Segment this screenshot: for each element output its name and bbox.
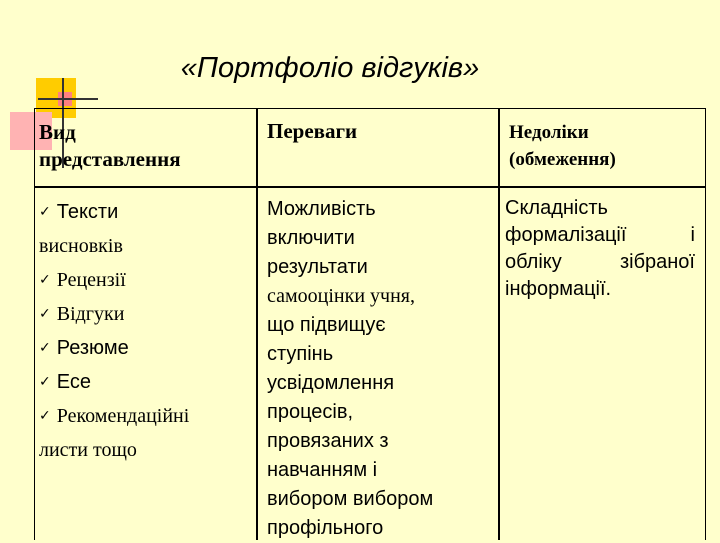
list-item-continued: висновків	[39, 234, 123, 257]
advantages-text	[267, 195, 467, 543]
comparison-table	[34, 108, 706, 540]
column-divider	[498, 109, 500, 540]
header-view-line1: Вид	[39, 120, 76, 144]
advantages-line: що підвищує	[267, 314, 386, 336]
list-item	[39, 365, 251, 399]
advantages-line: провязаних з	[267, 430, 389, 452]
disadvantages-text	[505, 195, 695, 303]
header-disadvantages	[509, 119, 616, 173]
advantages-line: результати	[267, 256, 368, 278]
header-divider	[35, 186, 705, 188]
advantages-line: вибором вибором	[267, 488, 434, 510]
header-view-line2: представлення	[39, 147, 181, 171]
header-disadvantages-line1: Недоліки	[509, 122, 589, 143]
check-icon: ✓	[39, 204, 51, 220]
header-advantages: Переваги	[267, 119, 358, 143]
advantages-line: самооцінки учня,	[267, 285, 415, 307]
check-icon: ✓	[39, 408, 51, 424]
list-item-label: Рецензії	[56, 268, 126, 291]
list-item	[39, 399, 251, 433]
view-list	[39, 195, 251, 467]
advantages-line: процесів,	[267, 401, 354, 423]
list-item-label: Відгуки	[56, 302, 125, 325]
decor-horizontal-line	[38, 98, 98, 100]
column-divider	[256, 109, 258, 540]
disadvantages-line: обліку зібраної	[505, 251, 695, 273]
header-view	[39, 119, 249, 173]
list-item-label: Есе	[56, 370, 91, 393]
list-item-continued: листи тощо	[39, 438, 137, 461]
advantages-line: ступінь	[267, 343, 334, 365]
list-item-label: Рекомендаційні	[56, 404, 190, 427]
list-item	[39, 331, 251, 365]
disadvantages-line: Складність	[505, 197, 608, 219]
check-icon: ✓	[39, 374, 51, 390]
advantages-line: Можливість	[267, 198, 376, 220]
list-item	[39, 195, 251, 229]
advantages-line: усвідомлення	[267, 372, 395, 394]
list-item	[39, 297, 251, 331]
list-item-label: Резюме	[56, 336, 129, 359]
advantages-line: включити	[267, 227, 355, 249]
check-icon: ✓	[39, 306, 51, 322]
list-item-label: Тексти	[56, 200, 119, 223]
advantages-line: навчанням і	[267, 459, 378, 481]
disadvantages-line: інформації.	[505, 278, 612, 300]
slide-title: «Портфоліо відгуків»	[180, 52, 480, 84]
check-icon: ✓	[39, 340, 51, 356]
disadvantages-line: формалізації і	[505, 224, 695, 246]
header-disadvantages-line2: (обмеження)	[509, 149, 616, 170]
check-icon: ✓	[39, 272, 51, 288]
advantages-line: профільного	[267, 517, 384, 539]
list-item	[39, 263, 251, 297]
